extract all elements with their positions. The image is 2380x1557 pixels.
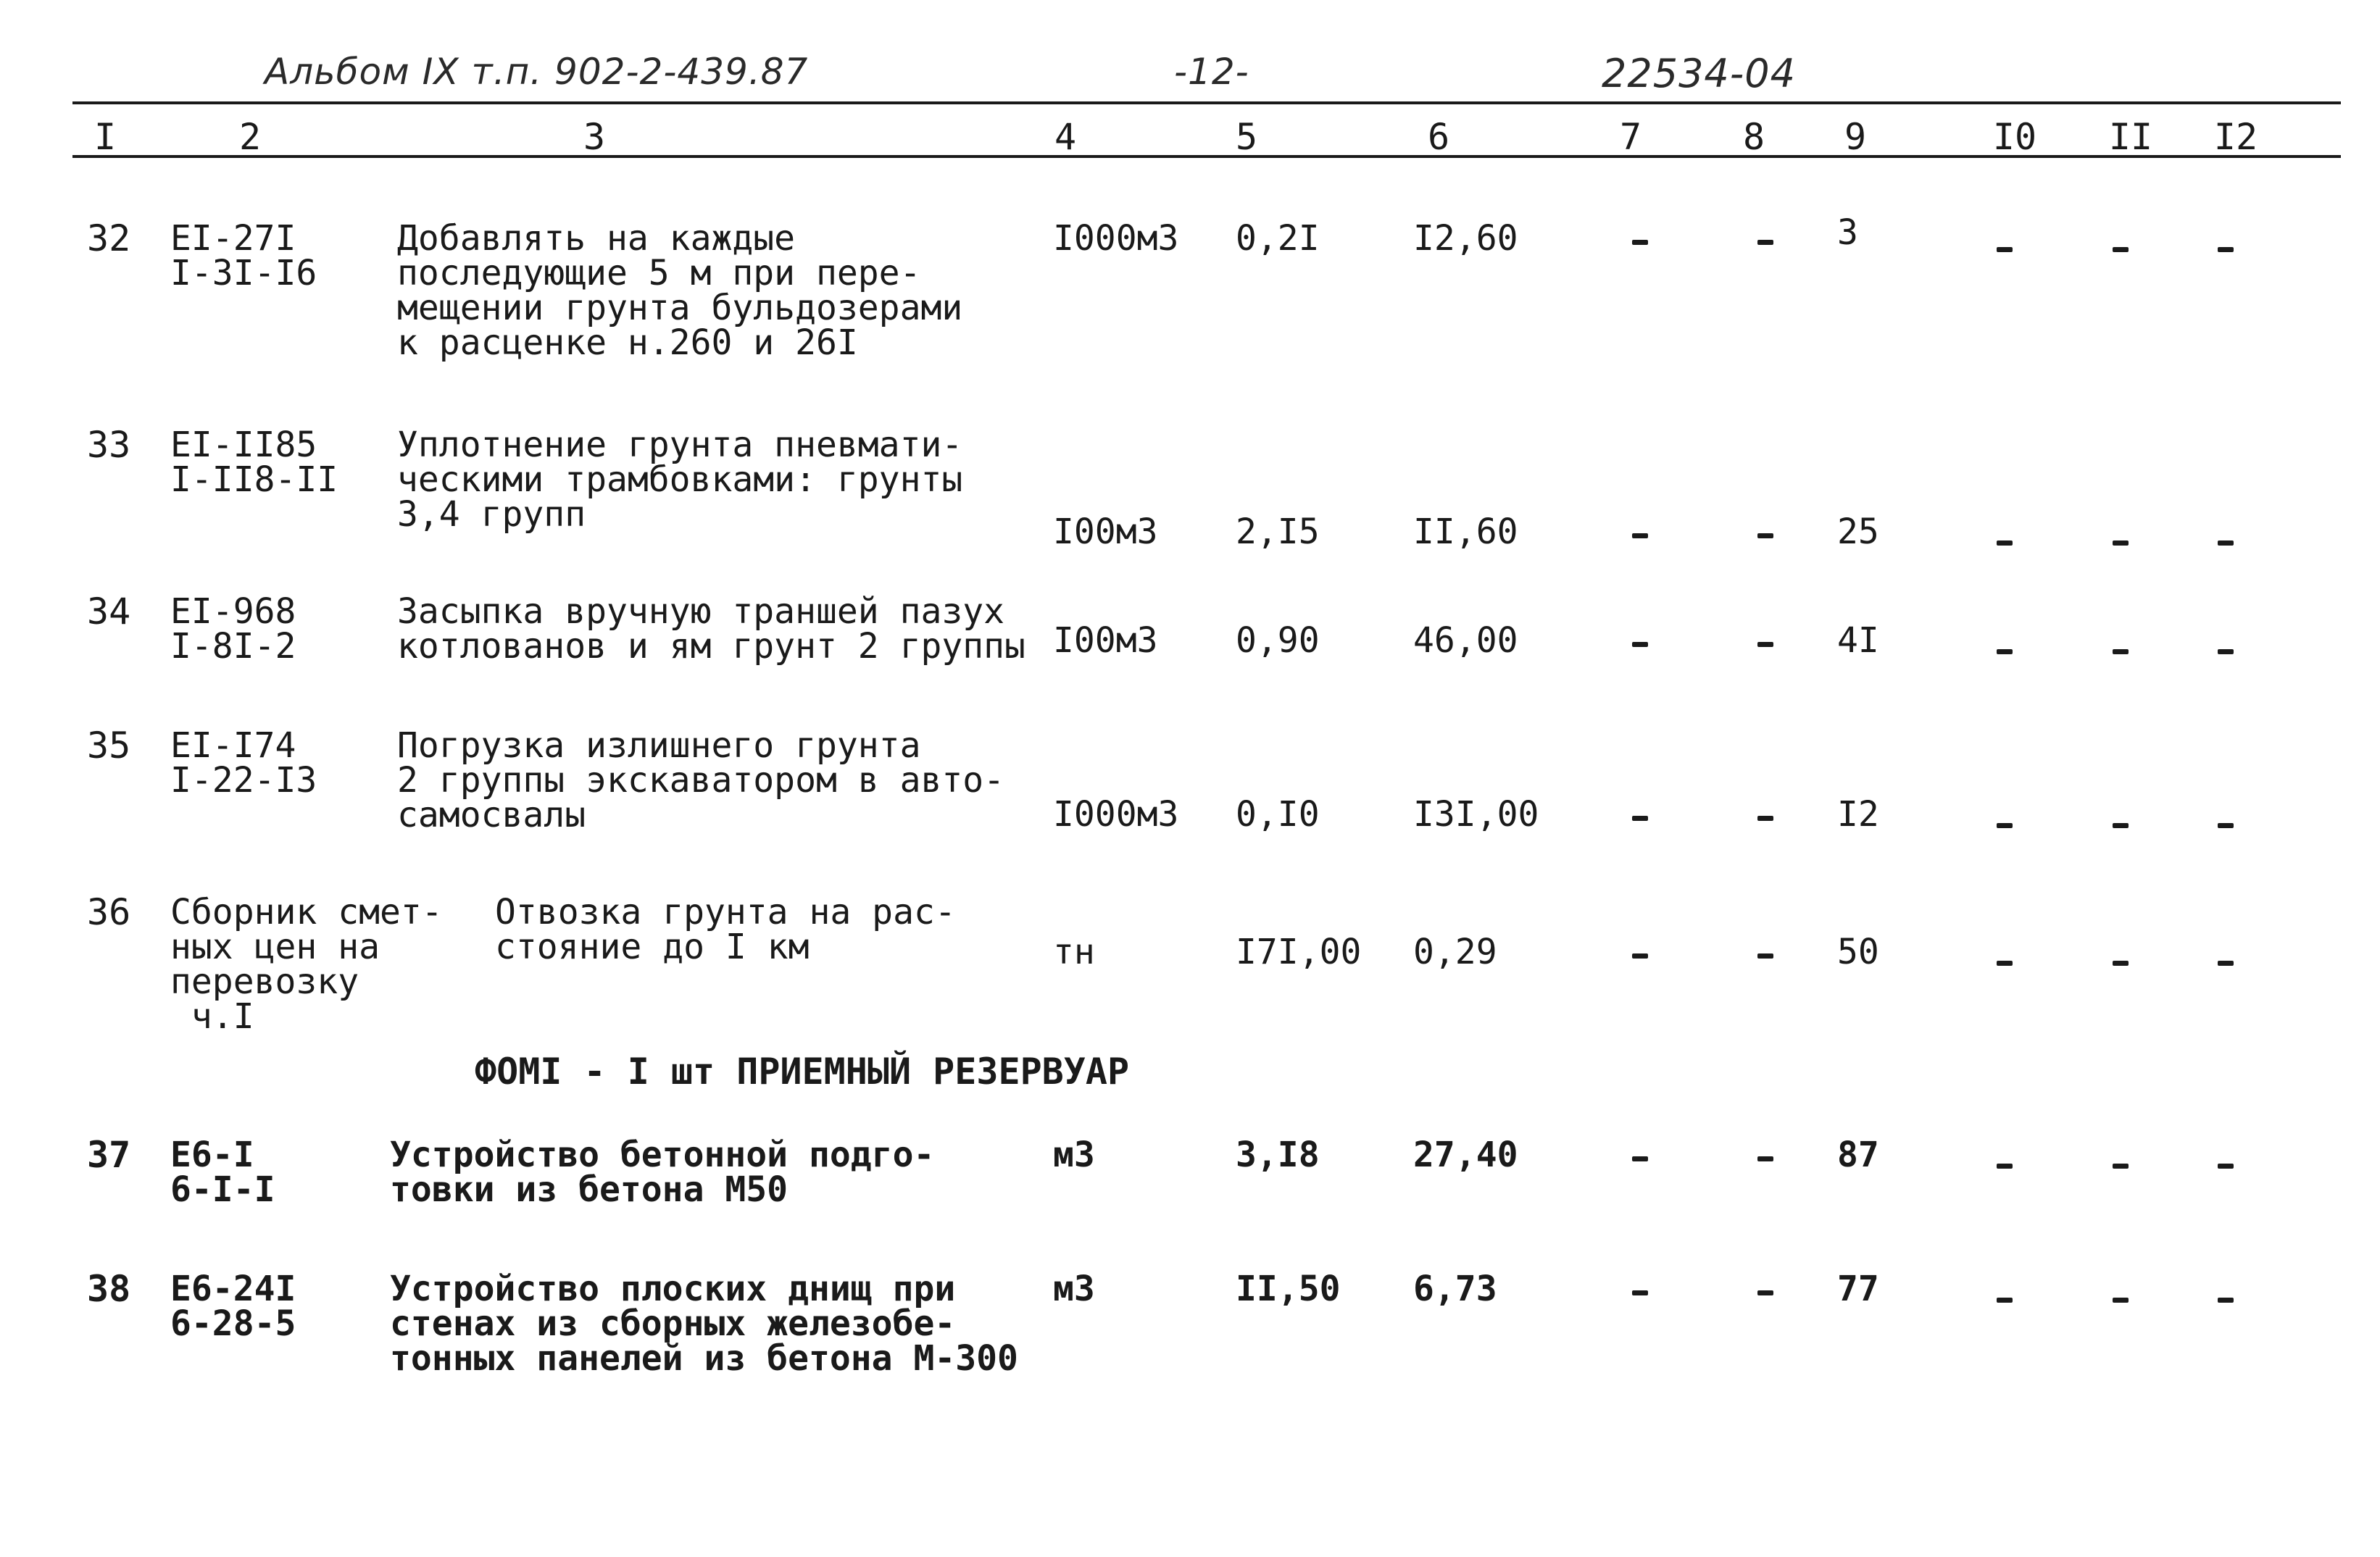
row-number: 35	[87, 725, 131, 767]
unit-price: I3I,00	[1413, 794, 1539, 835]
row-number: 36	[87, 891, 131, 933]
column-9-value: 25	[1837, 512, 1879, 552]
empty-dash-c10	[1997, 1298, 2013, 1303]
quantity: II,50	[1236, 1269, 1341, 1309]
work-description: Засыпка вручную траншей пазух котлованов и ям грунт 2 группы	[397, 591, 1025, 667]
empty-dash-c8	[1757, 1290, 1773, 1295]
page-number: -12-	[1174, 51, 1249, 93]
quantity: I7I,00	[1236, 932, 1362, 972]
column-number: II	[2108, 116, 2153, 158]
rate-code: Е6-I 6-I-I	[170, 1135, 275, 1210]
empty-dash-c8	[1757, 642, 1773, 647]
empty-dash-c12	[2218, 823, 2234, 828]
column-9-value: 4I	[1837, 620, 1879, 661]
unit-price: II,60	[1413, 512, 1518, 552]
empty-dash-c10	[1997, 823, 2013, 828]
unit-of-measure: тн	[1053, 932, 1095, 972]
work-description: Устройство плоских днищ при стенах из сборных железобе- тонных панелей из бетона М-300	[390, 1269, 1018, 1379]
column-number: I2	[2213, 116, 2258, 158]
row-number: 33	[87, 424, 131, 466]
column-9-value: I2	[1837, 794, 1879, 835]
empty-dash-c10	[1997, 961, 2013, 966]
empty-dash-c10	[1997, 247, 2013, 252]
unit-price: 6,73	[1413, 1269, 1497, 1309]
empty-dash-c7	[1632, 1290, 1648, 1295]
work-description: Устройство бетонной подго- товки из бетона М50	[390, 1135, 935, 1210]
work-description: Уплотнение грунта пневмати- ческими трамбовками: грунты 3,4 групп	[397, 425, 963, 535]
unit-of-measure: м3	[1053, 1269, 1095, 1309]
column-number: 2	[238, 116, 262, 158]
column-number: 4	[1054, 116, 1077, 158]
empty-dash-c10	[1997, 540, 2013, 546]
empty-dash-c10	[1997, 1164, 2013, 1169]
column-9-value: 50	[1837, 932, 1879, 972]
row-number: 38	[87, 1268, 131, 1310]
unit-price: I2,60	[1413, 218, 1518, 259]
unit-of-measure: I000м3	[1053, 794, 1179, 835]
empty-dash-c7	[1632, 953, 1648, 959]
empty-dash-c7	[1632, 816, 1648, 821]
unit-of-measure: м3	[1053, 1135, 1095, 1175]
quantity: 0,2I	[1236, 218, 1320, 259]
empty-dash-c11	[2113, 649, 2129, 654]
row-number: 37	[87, 1134, 131, 1176]
empty-dash-c8	[1757, 1156, 1773, 1161]
row-number: 34	[87, 590, 131, 633]
empty-dash-c7	[1632, 533, 1648, 538]
empty-dash-c8	[1757, 240, 1773, 245]
column-number: I0	[1992, 116, 2037, 158]
empty-dash-c11	[2113, 1298, 2129, 1303]
unit-price: 27,40	[1413, 1135, 1518, 1175]
empty-dash-c7	[1632, 240, 1648, 245]
quantity: 0,90	[1236, 620, 1320, 661]
empty-dash-c12	[2218, 540, 2234, 546]
empty-dash-c12	[2218, 649, 2234, 654]
rate-code: EI-27I I-3I-I6	[170, 218, 317, 293]
empty-dash-c12	[2218, 1164, 2234, 1169]
column-number: 9	[1844, 116, 1867, 158]
rate-code: EI-I74 I-22-I3	[170, 725, 317, 801]
column-9-value: 3	[1837, 212, 1858, 253]
empty-dash-c8	[1757, 816, 1773, 821]
empty-dash-c7	[1632, 1156, 1648, 1161]
empty-dash-c11	[2113, 540, 2129, 546]
column-number: 6	[1427, 116, 1450, 158]
unit-of-measure: I00м3	[1053, 512, 1158, 552]
document-code: 22534-04	[1602, 51, 1796, 96]
quantity: 2,I5	[1236, 512, 1320, 552]
column-9-value: 77	[1837, 1269, 1879, 1309]
column-number: 3	[583, 116, 606, 158]
rate-code: Е6-24I 6-28-5	[170, 1269, 296, 1344]
rate-code: EI-II85 I-II8-II	[170, 425, 338, 500]
empty-dash-c11	[2113, 823, 2129, 828]
unit-of-measure: I000м3	[1053, 218, 1179, 259]
empty-dash-c10	[1997, 649, 2013, 654]
rate-code: EI-968 I-8I-2	[170, 591, 296, 667]
column-number: 8	[1742, 116, 1765, 158]
column-9-value: 87	[1837, 1135, 1879, 1175]
column-number: I	[93, 116, 117, 158]
column-number: 5	[1235, 116, 1258, 158]
row-number: 32	[87, 217, 131, 259]
empty-dash-c12	[2218, 1298, 2234, 1303]
quantity: 3,I8	[1236, 1135, 1320, 1175]
column-number: 7	[1619, 116, 1642, 158]
section-title: ФОМI - I шт ПРИЕМНЫЙ РЕЗЕРВУАР	[475, 1051, 1130, 1093]
unit-price: 46,00	[1413, 620, 1518, 661]
empty-dash-c8	[1757, 953, 1773, 959]
work-description: Погрузка излишнего грунта 2 группы экскаватором в авто- самосвалы	[397, 725, 1005, 835]
unit-price: 0,29	[1413, 932, 1497, 972]
unit-of-measure: I00м3	[1053, 620, 1158, 661]
empty-dash-c11	[2113, 247, 2129, 252]
empty-dash-c11	[2113, 1164, 2129, 1169]
album-reference: Альбом IX т.п. 902-2-439.87	[265, 51, 809, 93]
quantity: 0,I0	[1236, 794, 1320, 835]
work-description: Добавлять на каждые последующие 5 м при пере- мещении грунта бульдозерами к расценке н.260 и 26I	[397, 218, 963, 363]
rate-code: Сборник смет- ных цен на перевозку ч.I	[170, 892, 443, 1037]
header-top-rule	[72, 101, 2341, 104]
empty-dash-c7	[1632, 642, 1648, 647]
empty-dash-c11	[2113, 961, 2129, 966]
empty-dash-c12	[2218, 961, 2234, 966]
empty-dash-c8	[1757, 533, 1773, 538]
work-description: Отвозка грунта на рас- стояние до I км	[495, 892, 956, 967]
empty-dash-c12	[2218, 247, 2234, 252]
